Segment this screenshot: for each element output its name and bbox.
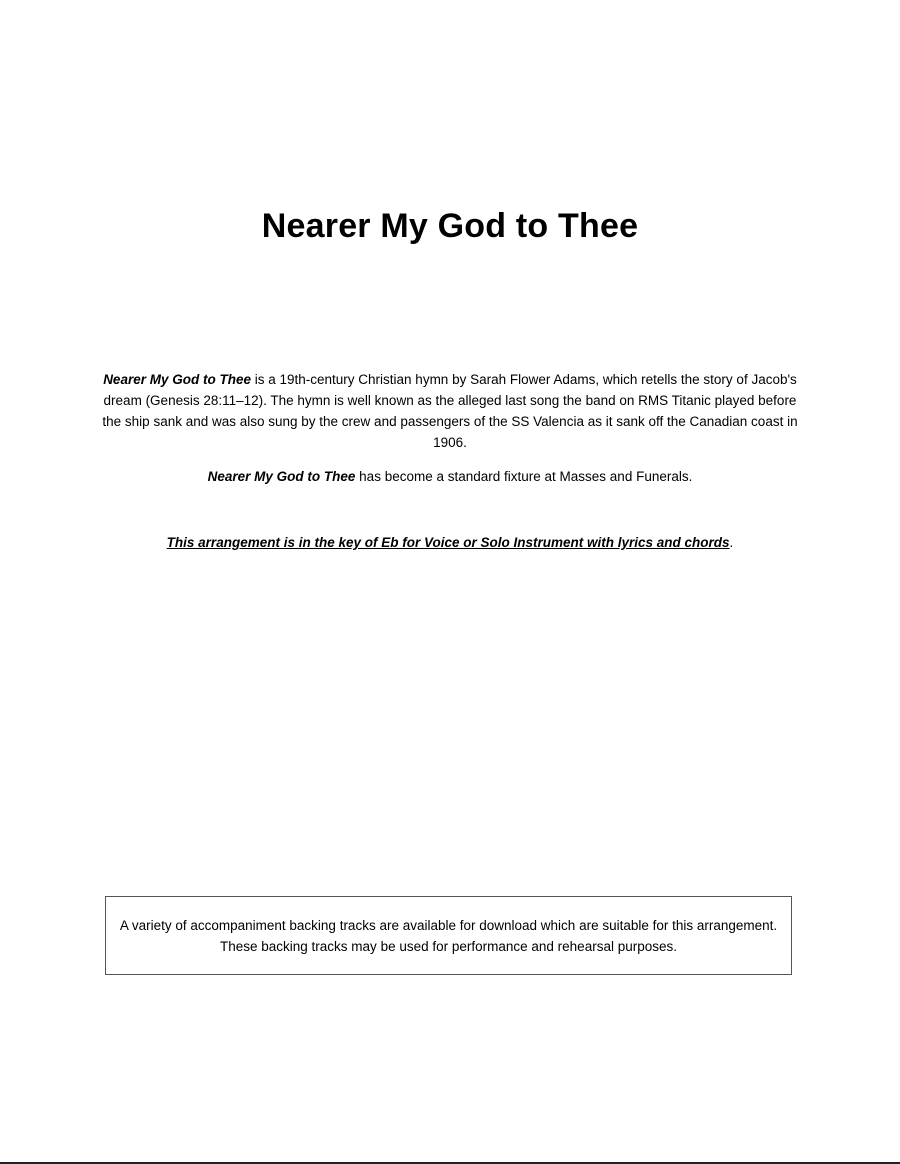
arrangement-key-text: This arrangement is in the key of Eb for Voice or Solo Instrument with lyrics and chords — [166, 535, 730, 550]
fixture-text: has become a standard fixture at Masses and Funerals. — [355, 469, 693, 484]
fixture-paragraph — [100, 466, 800, 487]
arrangement-note — [100, 532, 800, 553]
page-title: Nearer My God to Thee — [261, 207, 639, 245]
fixture-song-title: Nearer My God to Thee — [207, 469, 356, 484]
intro-paragraph — [100, 369, 800, 453]
intro-song-title: Nearer My God to Thee — [103, 372, 251, 387]
backing-tracks-box — [105, 896, 792, 975]
intro-text: is a 19th-century Christian hymn by Sarah Flower Adams, which retells the story of Jacob's dream (Genesis 28:11–12). The hymn is well known as the alleged last song the band on RMS Titanic played before the ship sank and was also sung by the crew and passengers of the SS Valencia as it sank off the Canadian coast in 1906. — [102, 372, 798, 450]
backing-tracks-text: A variety of accompaniment backing tracks are available for download which are suitable for this arrangement. These backing tracks may be used for performance and rehearsal purposes. — [119, 917, 778, 954]
arrangement-period: . — [729, 535, 734, 550]
